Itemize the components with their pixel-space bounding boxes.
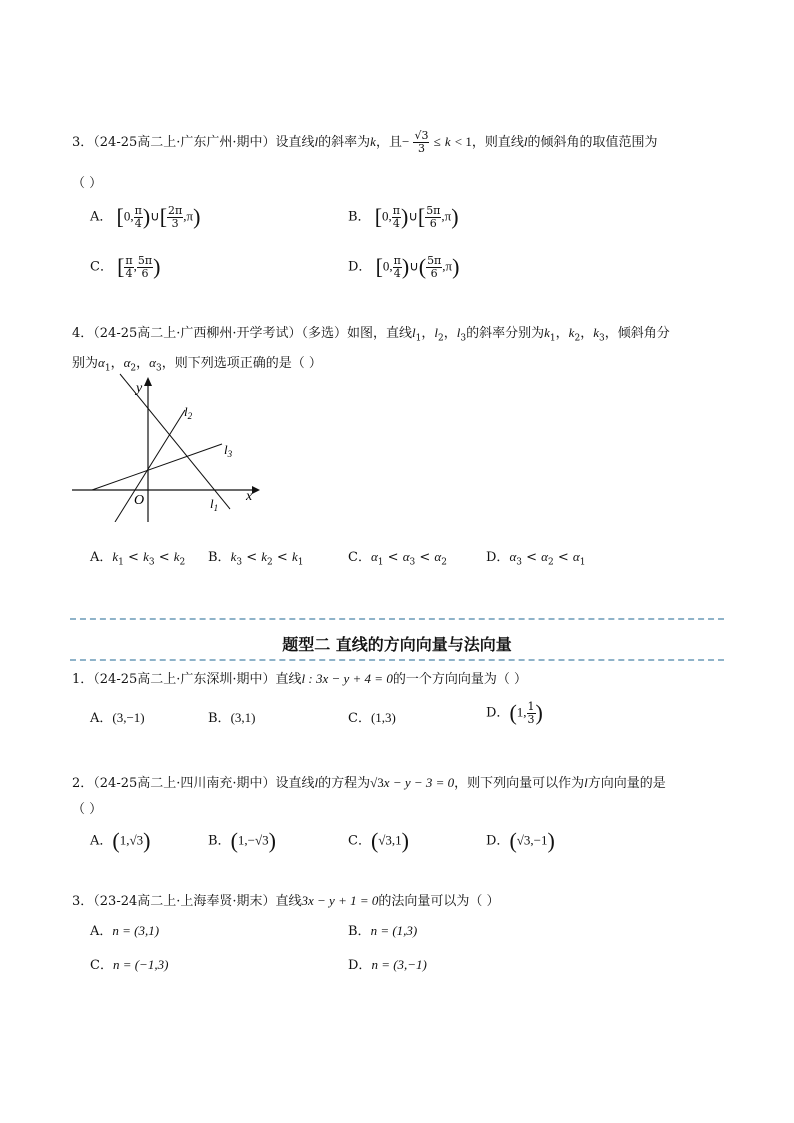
q3-suffix: 的倾斜角的取值范围为 [527,135,658,150]
s2q2-prefix: 2．（24-25高二上·四川南充·期中）设直线 [72,776,315,791]
s2-question-1-stem [72,668,527,687]
section-divider-top [70,618,724,620]
q4-line2-prefix: 别为 [72,356,99,371]
option-b-value: n = (1,3) [370,923,418,938]
option-b-label: B． [208,833,231,849]
option-b-label: B． [348,924,371,939]
q4-option-a[interactable]: A．$k_1 < k_3 < k_2$ [90,549,186,568]
option-c-label: C． [90,259,113,275]
option-d-value: n = (3,−1) [371,957,427,972]
s2q2-mid2: ，则下列向量可以作为 [454,776,585,791]
s2q1-equation: l : 3x − y + 4 = 0 [301,671,393,686]
option-d-label: D． [486,705,510,721]
s2q2-option-d[interactable]: D．(√3,−1) [486,828,555,853]
s2q2-option-a[interactable]: A．(1,√3) [90,828,151,853]
question-4-line1: 4．（24-25高二上·广西柳州·开学考试）（多选）如图，直线$l_1$，$l_2$，$l_3$的斜率分别为$k_1$，$k_2$，$k_3$，倾斜角分 [72,325,670,344]
q4-figure [70,372,270,522]
s2q3-equation: 3x − y + 1 = 0 [301,893,379,908]
s2q3-option-c[interactable] [90,954,168,973]
option-d-label: D． [486,550,510,565]
s2q2-mid: 的方程为 [318,776,371,791]
q3-paren: （ ） [72,176,103,191]
option-c-value: (1,3) [370,710,396,725]
label-origin: O [134,493,145,508]
option-a-label: A． [90,711,113,726]
s2q3-option-d[interactable] [348,954,427,973]
q4-option-b[interactable]: B．$k_3 < k_2 < k_1$ [208,549,304,568]
s2q1-suffix: 的一个方向向量为（ ） [392,672,527,687]
label-l2: $l_2$ [184,404,193,421]
section-divider-bottom [70,659,724,661]
label-l1: $l_1$ [210,496,219,513]
s2q2-equation: x − y − 3 = 0 [383,775,455,790]
q4-option-d[interactable]: D．$\alpha_3 < \alpha_2 < \alpha_1$ [486,549,586,568]
option-c-label: C． [348,550,371,565]
q3-mid1: 的斜率为 [318,135,371,150]
q3-fraction: $\frac{√3}{3}$ [414,129,429,155]
q3-option-a[interactable]: A． [0, $\frac{\pi}{4}$ )∪[ $\frac{2\pi}{3}$ ,π) [90,203,201,230]
q3-mid2: ，且 [375,135,402,150]
s2q1-prefix: 1．（24-25高二上·广东深圳·期中）直线 [72,672,302,687]
option-c-label: C． [90,958,113,973]
line-l3 [92,444,222,490]
s2-question-3-stem [72,890,500,909]
option-c-value: n = (−1,3) [112,957,169,972]
q4-line1-prefix: 4．（24-25高二上·广西柳州·开学考试）（多选）如图，直线 [72,326,413,341]
s2q2-option-c[interactable]: C．(√3,1) [348,828,409,853]
q4-line1-suffix: ，倾斜角分 [604,326,670,341]
label-y: y [136,381,143,396]
q3-option-d[interactable]: D． [0, $\frac{\pi}{4}$ )∪( $\frac{5\pi}{6}$ ,π) [348,253,460,280]
option-b-label: B． [348,209,371,225]
option-b-label: B． [208,711,231,726]
s2q1-option-d[interactable]: D．(1, $\frac{1}{3}$ ) [486,699,543,726]
line-l2 [115,410,185,522]
s2-question-2-stem: 2．（24-25高二上·四川南充·期中）设直线l的方程为√3x − y − 3 = 0，则下列向量可以作为l方向向量的是 [72,775,666,791]
q4-line2-suffix: ，则下列选项正确的是（ ） [161,356,322,371]
question-3-stem: 3．（24-25高二上·广东广州·期中）设直线l的斜率为k，且− $\frac{√3}{3}$ ≤ k < 1，则直线l的倾斜角的取值范围为 [72,129,658,155]
q4-line1-mid: 的斜率分别为 [466,326,545,341]
q3-prefix: 3．（24-25高二上·广东广州·期中）设直线 [72,135,315,150]
label-x: x [246,489,253,504]
s2q2-paren: （ ） [72,802,103,817]
option-a-label: A． [90,209,113,225]
option-a-value: n = (3,1) [112,923,160,938]
option-a-label: A． [90,924,113,939]
option-a-value: (3,−1) [112,710,145,725]
y-axis-arrow-icon [144,377,152,386]
s2q2-option-b[interactable]: B．(1,−√3) [208,828,276,853]
question-4-line2: 别为$\alpha_1$，$\alpha_2$，$\alpha_3$，则下列选项正确的是（ ） [72,355,322,374]
s2q3-prefix: 3．（23-24高二上·上海奉贤·期末）直线 [72,894,302,909]
q4-option-c[interactable]: C．$\alpha_1 < \alpha_3 < \alpha_2$ [348,549,447,568]
option-c-label: C． [348,833,371,849]
label-l3: $l_3$ [224,442,233,459]
s2q1-option-a[interactable] [90,707,145,726]
s2q1-option-b[interactable] [208,707,255,726]
option-d-label: D． [348,259,372,275]
q3-option-b[interactable]: B． [0, $\frac{\pi}{4}$ )∪[ $\frac{5\pi}{6}$ ,π) [348,203,459,230]
option-c-label: C． [348,711,371,726]
option-d-label: D． [486,833,510,849]
option-a-label: A． [90,550,113,565]
q3-option-c[interactable]: C． [ $\frac{\pi}{4}$ , $\frac{5\pi}{6}$ ) [90,253,161,280]
s2q3-suffix: 的法向量可以为（ ） [378,894,500,909]
q3-mid3: ，则直线 [471,135,524,150]
s2q3-option-b[interactable] [348,920,417,939]
option-d-label: D． [348,958,372,973]
x-axis-arrow-icon [252,486,260,494]
option-b-label: B． [208,550,231,565]
s2q3-option-a[interactable] [90,920,159,939]
option-a-label: A． [90,833,113,849]
section-title: 题型二 直线的方向向量与法向量 [282,635,512,654]
s2q1-option-c[interactable] [348,707,396,726]
s2q2-suffix: 方向向量的是 [587,776,666,791]
option-b-value: (3,1) [230,710,256,725]
